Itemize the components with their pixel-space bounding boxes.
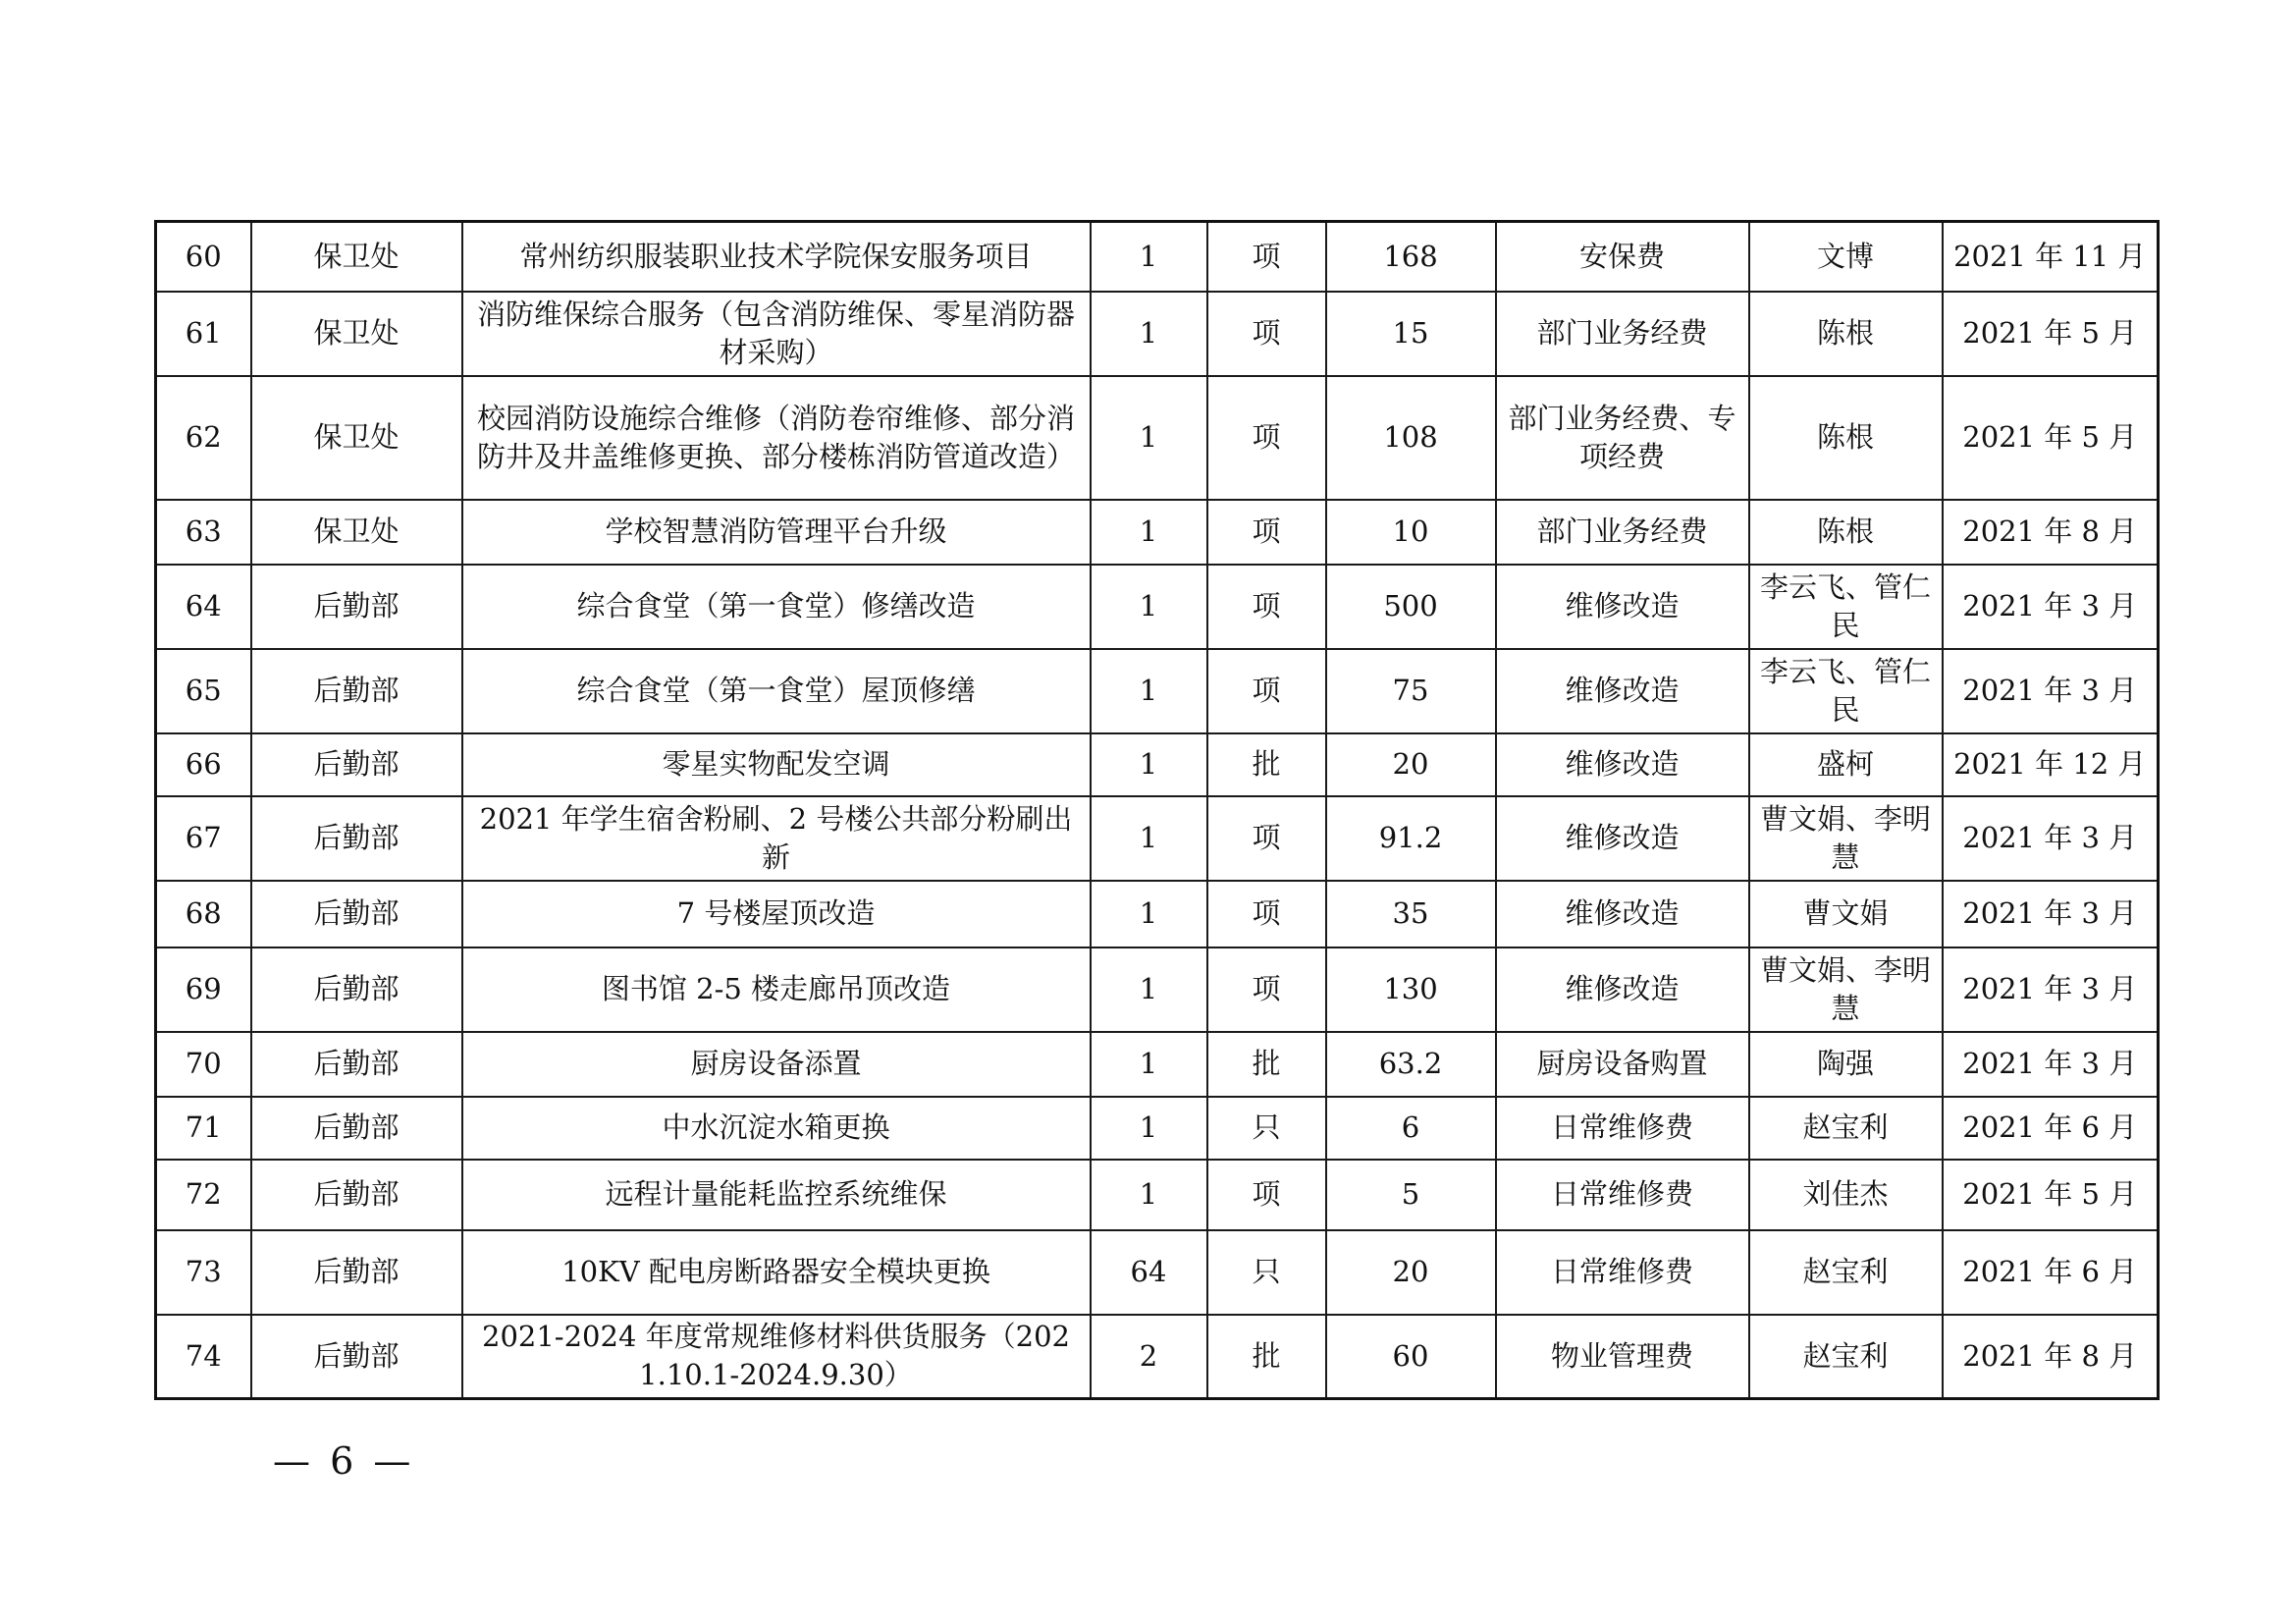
- table-row: [156, 1230, 2159, 1315]
- cell-department: 后勤部: [251, 1097, 462, 1160]
- table-row: [156, 649, 2159, 733]
- cell-date: 2021 年 3 月: [1943, 565, 2159, 649]
- cell-date: 2021 年 6 月: [1943, 1230, 2159, 1315]
- cell-amount: 75: [1326, 649, 1496, 733]
- cell-fund-source: 部门业务经费、专项经费: [1496, 376, 1749, 500]
- cell-unit: 项: [1207, 881, 1326, 947]
- cell-number: 61: [156, 292, 251, 376]
- cell-fund-source: 维修改造: [1496, 947, 1749, 1032]
- cell-number: 69: [156, 947, 251, 1032]
- table-row: [156, 733, 2159, 796]
- cell-unit: 批: [1207, 1032, 1326, 1097]
- cell-quantity: 1: [1091, 222, 1207, 292]
- cell-amount: 108: [1326, 376, 1496, 500]
- cell-fund-source: 物业管理费: [1496, 1315, 1749, 1399]
- cell-date: 2021 年 3 月: [1943, 649, 2159, 733]
- table-body: [156, 222, 2159, 1399]
- cell-fund-source: 维修改造: [1496, 565, 1749, 649]
- cell-date: 2021 年 3 月: [1943, 1032, 2159, 1097]
- cell-project-name: 厨房设备添置: [462, 1032, 1091, 1097]
- cell-unit: 只: [1207, 1230, 1326, 1315]
- cell-number: 67: [156, 796, 251, 881]
- cell-person-in-charge: 陈根: [1749, 292, 1943, 376]
- cell-quantity: 1: [1091, 292, 1207, 376]
- cell-person-in-charge: 文博: [1749, 222, 1943, 292]
- cell-person-in-charge: 赵宝利: [1749, 1230, 1943, 1315]
- cell-quantity: 1: [1091, 1160, 1207, 1230]
- cell-quantity: 1: [1091, 733, 1207, 796]
- cell-project-name: 常州纺织服装职业技术学院保安服务项目: [462, 222, 1091, 292]
- cell-department: 保卫处: [251, 222, 462, 292]
- cell-project-name: 中水沉淀水箱更换: [462, 1097, 1091, 1160]
- cell-amount: 130: [1326, 947, 1496, 1032]
- cell-amount: 91.2: [1326, 796, 1496, 881]
- cell-number: 72: [156, 1160, 251, 1230]
- cell-amount: 15: [1326, 292, 1496, 376]
- cell-person-in-charge: 李云飞、管仁民: [1749, 565, 1943, 649]
- cell-fund-source: 部门业务经费: [1496, 500, 1749, 565]
- cell-department: 后勤部: [251, 1032, 462, 1097]
- cell-person-in-charge: 刘佳杰: [1749, 1160, 1943, 1230]
- cell-amount: 500: [1326, 565, 1496, 649]
- cell-amount: 20: [1326, 1230, 1496, 1315]
- cell-department: 保卫处: [251, 376, 462, 500]
- cell-person-in-charge: 曹文娟: [1749, 881, 1943, 947]
- cell-quantity: 1: [1091, 500, 1207, 565]
- table-row: [156, 947, 2159, 1032]
- table-row: [156, 500, 2159, 565]
- cell-quantity: 1: [1091, 796, 1207, 881]
- cell-unit: 项: [1207, 376, 1326, 500]
- cell-date: 2021 年 8 月: [1943, 1315, 2159, 1399]
- cell-quantity: 64: [1091, 1230, 1207, 1315]
- cell-unit: 批: [1207, 733, 1326, 796]
- cell-department: 后勤部: [251, 649, 462, 733]
- cell-unit: 项: [1207, 1160, 1326, 1230]
- cell-number: 60: [156, 222, 251, 292]
- table-row: [156, 1097, 2159, 1160]
- cell-fund-source: 安保费: [1496, 222, 1749, 292]
- cell-amount: 60: [1326, 1315, 1496, 1399]
- cell-number: 73: [156, 1230, 251, 1315]
- cell-department: 后勤部: [251, 733, 462, 796]
- cell-person-in-charge: 陈根: [1749, 376, 1943, 500]
- table-row: [156, 222, 2159, 292]
- cell-number: 64: [156, 565, 251, 649]
- table-row: [156, 1315, 2159, 1399]
- cell-unit: 项: [1207, 649, 1326, 733]
- cell-number: 70: [156, 1032, 251, 1097]
- cell-fund-source: 厨房设备购置: [1496, 1032, 1749, 1097]
- cell-date: 2021 年 3 月: [1943, 881, 2159, 947]
- cell-amount: 35: [1326, 881, 1496, 947]
- cell-fund-source: 日常维修费: [1496, 1097, 1749, 1160]
- table-row: [156, 376, 2159, 500]
- cell-number: 65: [156, 649, 251, 733]
- cell-project-name: 综合食堂（第一食堂）屋顶修缮: [462, 649, 1091, 733]
- cell-date: 2021 年 5 月: [1943, 292, 2159, 376]
- cell-department: 后勤部: [251, 1230, 462, 1315]
- cell-fund-source: 日常维修费: [1496, 1230, 1749, 1315]
- cell-department: 后勤部: [251, 947, 462, 1032]
- cell-project-name: 2021 年学生宿舍粉刷、2 号楼公共部分粉刷出新: [462, 796, 1091, 881]
- cell-number: 74: [156, 1315, 251, 1399]
- cell-project-name: 图书馆 2-5 楼走廊吊顶改造: [462, 947, 1091, 1032]
- cell-quantity: 1: [1091, 565, 1207, 649]
- cell-fund-source: 维修改造: [1496, 649, 1749, 733]
- cell-fund-source: 维修改造: [1496, 796, 1749, 881]
- cell-unit: 项: [1207, 292, 1326, 376]
- cell-date: 2021 年 3 月: [1943, 796, 2159, 881]
- cell-person-in-charge: 赵宝利: [1749, 1315, 1943, 1399]
- table-row: [156, 1032, 2159, 1097]
- cell-person-in-charge: 陶强: [1749, 1032, 1943, 1097]
- cell-unit: 项: [1207, 500, 1326, 565]
- cell-unit: 批: [1207, 1315, 1326, 1399]
- cell-unit: 只: [1207, 1097, 1326, 1160]
- cell-department: 保卫处: [251, 500, 462, 565]
- cell-fund-source: 维修改造: [1496, 733, 1749, 796]
- cell-person-in-charge: 陈根: [1749, 500, 1943, 565]
- cell-quantity: 1: [1091, 649, 1207, 733]
- cell-amount: 63.2: [1326, 1032, 1496, 1097]
- cell-fund-source: 部门业务经费: [1496, 292, 1749, 376]
- cell-fund-source: 维修改造: [1496, 881, 1749, 947]
- cell-department: 后勤部: [251, 1315, 462, 1399]
- cell-amount: 6: [1326, 1097, 1496, 1160]
- cell-amount: 10: [1326, 500, 1496, 565]
- cell-number: 66: [156, 733, 251, 796]
- cell-person-in-charge: 盛柯: [1749, 733, 1943, 796]
- cell-project-name: 学校智慧消防管理平台升级: [462, 500, 1091, 565]
- cell-department: 保卫处: [251, 292, 462, 376]
- table-row: [156, 1160, 2159, 1230]
- cell-date: 2021 年 5 月: [1943, 1160, 2159, 1230]
- cell-project-name: 7 号楼屋顶改造: [462, 881, 1091, 947]
- cell-date: 2021 年 12 月: [1943, 733, 2159, 796]
- cell-project-name: 校园消防设施综合维修（消防卷帘维修、部分消防井及井盖维修更换、部分楼栋消防管道改造）: [462, 376, 1091, 500]
- cell-quantity: 2: [1091, 1315, 1207, 1399]
- cell-number: 62: [156, 376, 251, 500]
- cell-department: 后勤部: [251, 796, 462, 881]
- cell-person-in-charge: 李云飞、管仁民: [1749, 649, 1943, 733]
- cell-department: 后勤部: [251, 1160, 462, 1230]
- page-number: — 6 —: [273, 1439, 415, 1483]
- cell-project-name: 消防维保综合服务（包含消防维保、零星消防器材采购）: [462, 292, 1091, 376]
- cell-date: 2021 年 5 月: [1943, 376, 2159, 500]
- cell-unit: 项: [1207, 565, 1326, 649]
- cell-quantity: 1: [1091, 947, 1207, 1032]
- cell-quantity: 1: [1091, 1097, 1207, 1160]
- cell-fund-source: 日常维修费: [1496, 1160, 1749, 1230]
- cell-number: 63: [156, 500, 251, 565]
- cell-person-in-charge: 曹文娟、李明慧: [1749, 947, 1943, 1032]
- cell-project-name: 10KV 配电房断路器安全模块更换: [462, 1230, 1091, 1315]
- cell-unit: 项: [1207, 796, 1326, 881]
- table-row: [156, 565, 2159, 649]
- cell-amount: 5: [1326, 1160, 1496, 1230]
- cell-number: 71: [156, 1097, 251, 1160]
- cell-amount: 168: [1326, 222, 1496, 292]
- cell-quantity: 1: [1091, 881, 1207, 947]
- cell-person-in-charge: 赵宝利: [1749, 1097, 1943, 1160]
- cell-date: 2021 年 11 月: [1943, 222, 2159, 292]
- cell-project-name: 2021-2024 年度常规维修材料供货服务（2021.10.1-2024.9.30）: [462, 1315, 1091, 1399]
- cell-quantity: 1: [1091, 376, 1207, 500]
- cell-date: 2021 年 8 月: [1943, 500, 2159, 565]
- cell-quantity: 1: [1091, 1032, 1207, 1097]
- table-row: [156, 881, 2159, 947]
- cell-department: 后勤部: [251, 565, 462, 649]
- cell-date: 2021 年 3 月: [1943, 947, 2159, 1032]
- cell-project-name: 零星实物配发空调: [462, 733, 1091, 796]
- cell-number: 68: [156, 881, 251, 947]
- cell-date: 2021 年 6 月: [1943, 1097, 2159, 1160]
- cell-amount: 20: [1326, 733, 1496, 796]
- cell-project-name: 远程计量能耗监控系统维保: [462, 1160, 1091, 1230]
- table-row: [156, 292, 2159, 376]
- table-row: [156, 796, 2159, 881]
- cell-project-name: 综合食堂（第一食堂）修缮改造: [462, 565, 1091, 649]
- cell-unit: 项: [1207, 947, 1326, 1032]
- cell-department: 后勤部: [251, 881, 462, 947]
- procurement-table: [154, 220, 2160, 1400]
- cell-person-in-charge: 曹文娟、李明慧: [1749, 796, 1943, 881]
- cell-unit: 项: [1207, 222, 1326, 292]
